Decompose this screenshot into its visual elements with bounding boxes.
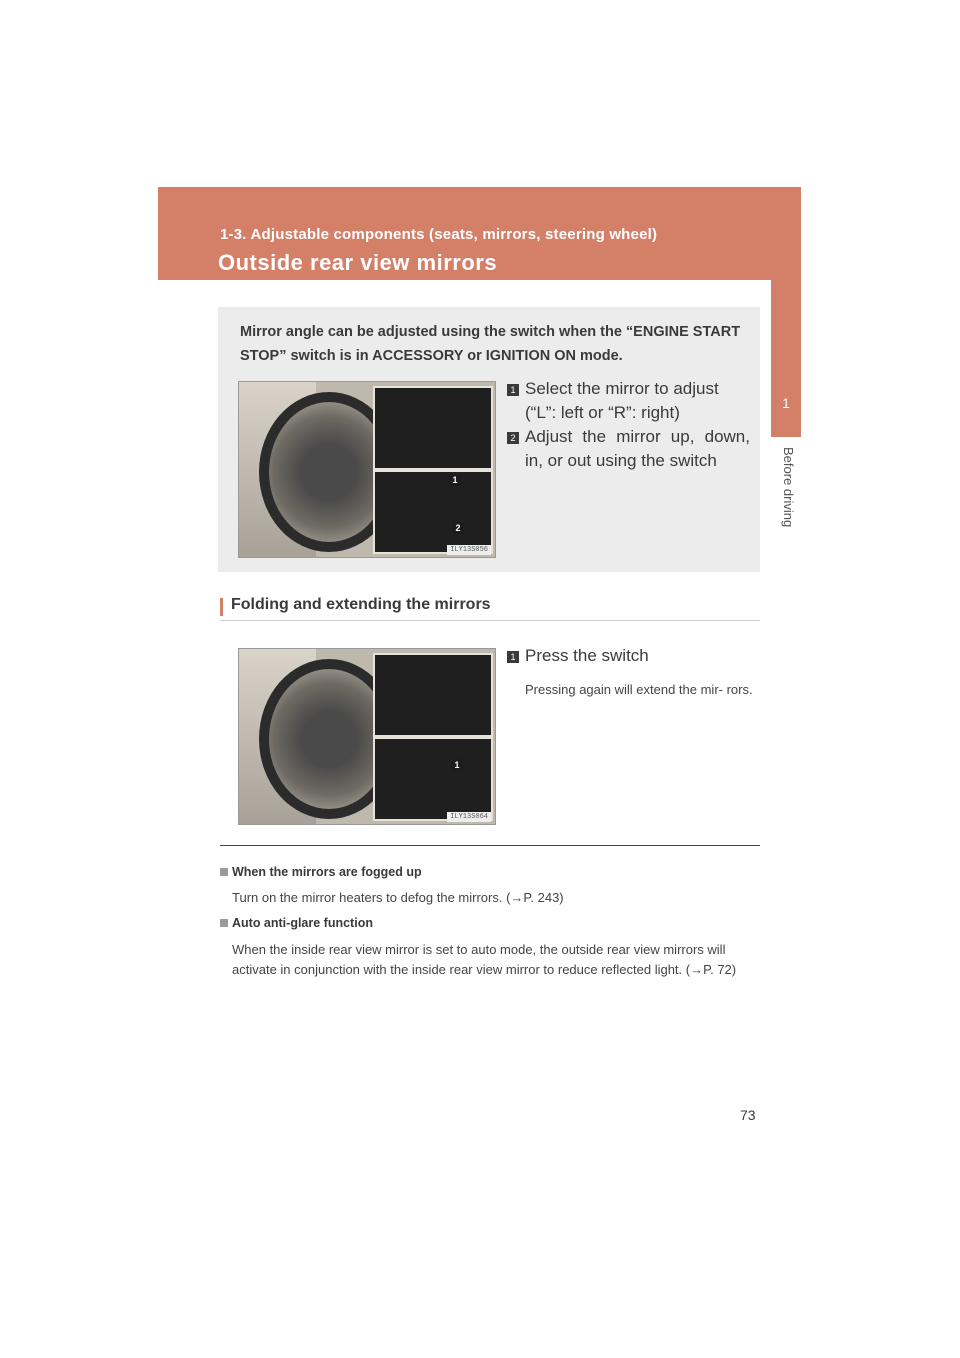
image-code: ILY13S056	[447, 545, 491, 555]
folding-step-number-1: 1	[507, 651, 519, 663]
square-bullet-icon	[220, 868, 228, 876]
switch-closeup-upper	[373, 653, 493, 737]
mirror-switch-photo	[238, 381, 496, 558]
page-title: Outside rear view mirrors	[218, 250, 498, 275]
note-heading-antiglare-text: Auto anti-glare function	[232, 916, 373, 930]
folding-heading	[220, 596, 760, 621]
section-label: 1-3. Adjustable components (seats, mirrors, steering wheel)	[220, 226, 658, 243]
heading-accent-bar	[220, 598, 223, 616]
note-body-fogged: Turn on the mirror heaters to defog the mirrors. (→P. 243)	[232, 890, 564, 905]
note-heading-antiglare	[220, 916, 373, 930]
switch-closeup-lower	[373, 737, 493, 821]
intro-text: Mirror angle can be adjusted using the switch when the “ENGINE START STOP” switch is in ACCESSORY or IGNITION ON mode.	[240, 324, 741, 364]
chapter-number: 1	[782, 395, 790, 411]
note-heading-fogged-text: When the mirrors are fogged up	[232, 865, 422, 879]
folding-switch-photo	[238, 648, 496, 825]
note-body-antiglare: When the inside rear view mirror is set to auto mode, the outside rear view mirrors will activate in conjunction with the inside rear view mirror to reduce reflected light. (→P. 72)	[232, 942, 737, 977]
square-bullet-icon	[220, 919, 228, 927]
note-heading-fogged	[220, 865, 422, 879]
divider	[220, 845, 760, 846]
step-text-1: Select the mirror to adjust (“L”: left or “R”: right)	[525, 379, 719, 422]
switch-closeup-lower	[373, 470, 493, 554]
folding-heading-label: Folding and extending the mirrors	[231, 596, 491, 613]
folding-note: Pressing again will extend the mir- rors.	[525, 682, 753, 697]
image-badge-1: 1	[451, 759, 463, 771]
folding-step-text-1: Press the switch	[525, 646, 649, 665]
switch-closeup-upper	[373, 386, 493, 470]
image-badge-2: 2	[452, 522, 464, 534]
image-code: ILY13S064	[447, 812, 491, 822]
image-badge-1: 1	[449, 474, 461, 486]
step-number-1: 1	[507, 384, 519, 396]
page-number: 73	[740, 1107, 756, 1123]
chapter-title: Before driving	[781, 447, 796, 528]
step-number-2: 2	[507, 432, 519, 444]
step-text-2: Adjust the mirror up, down, in, or out using the switch	[525, 427, 750, 470]
